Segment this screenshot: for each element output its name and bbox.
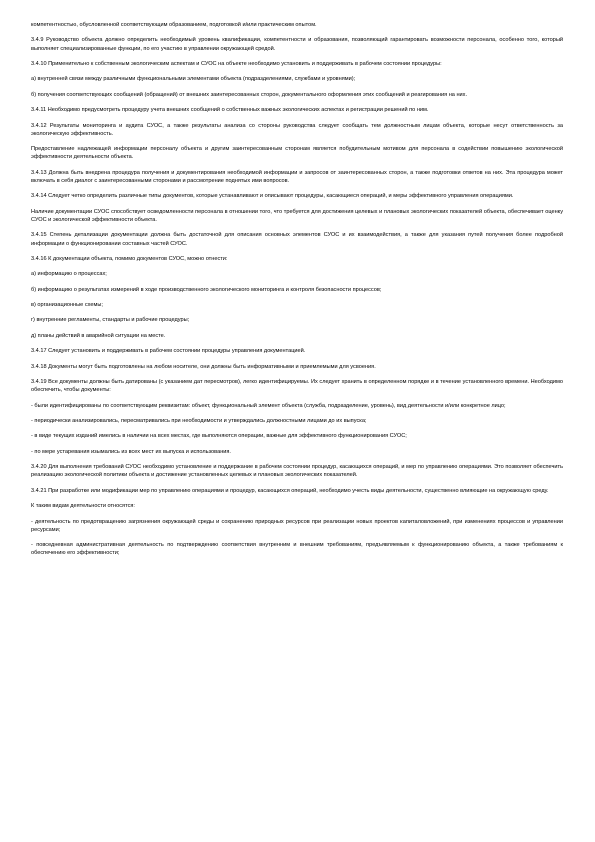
paragraph-3-4-18: 3.4.18 Документы могут быть подготовлены на любом носителе, они должны быть информативными и приемлемыми для усвоения.	[31, 363, 376, 370]
list-item-internal-regulations: г) внутренние регламенты, стандарты и рабочие процедуры;	[31, 317, 190, 324]
paragraph-3-4-11: 3.4.11 Необходимо предусмотреть процедуру учета внешних сообщений о собственных важных экологических аспектах и регистрации решений по ним.	[31, 107, 429, 114]
list-item-identified-documents: - были идентифицированы по соответствующим реквизитам: объект, функциональный элемент объекта (служба, подразделение, уровень), вид деятельности и/или конкретное лицо;	[31, 402, 506, 409]
paragraph-3-4-16: 3.4.16 К документации объекта, помимо документов СУОС, можно отнести:	[31, 255, 228, 262]
paragraph-activity-types-intro: К таким видам деятельности относятся:	[31, 503, 135, 510]
paragraph-3-4-17: 3.4.17 Следует установить и поддерживать в рабочем состоянии процедуры управления документацией.	[31, 348, 306, 355]
list-item-obsolete-removal: - по мере устаревания изымались из всех мест их выпуска и использования.	[31, 448, 231, 455]
document-body	[31, 21, 563, 565]
paragraph-documentation-purpose: Наличие документации СУОС способствует осведомленности персонала в отношении того, что требуется для достижения целевых и плановых экологических показателей объекта, обеспечивает оценку СУОС и экологической эффективности объекта.	[31, 208, 563, 223]
list-item-measurement-results: б) информацию о результатах измерений в ходе производственного экологического мониторинга и контроля безопасности процессов;	[31, 286, 382, 293]
list-item-internal-communication: а) внутренней связи между различными функциональными элементами объекта (подразделениями, службами и уровнями);	[31, 76, 356, 83]
paragraph-3-4-19: 3.4.19 Все документы должны быть датированы (с указанием дат пересмотров), легко идентифицируемы. Их следует хранить в определенном порядке и в течение установленного времени. Необходимо обеспечить, чтобы документы:	[31, 379, 563, 394]
list-item-current-editions: - в виде текущих изданий имелись в наличии на всех местах, где выполняются операции, важные для эффективного функционирования СУОС;	[31, 433, 407, 440]
list-item-emergency-plans: д) планы действий в аварийной ситуации на месте.	[31, 332, 166, 339]
list-item-organizational-charts: в) организационные схемы;	[31, 302, 103, 309]
paragraph-3-4-12: 3.4.12 Результаты мониторинга и аудита СУОС, а также результаты анализа со стороны руководства следует сообщать тем должностным лицам объекта, которые несут ответственность за экологическую эффективность.	[31, 122, 563, 137]
list-item-administrative-activity: - повседневная административная деятельность по подтверждению соответствия внутренним и внешним требованиям, предъявляемым к функционированию объекта, а также требованиям к обеспечению его эффективности;	[31, 542, 563, 557]
paragraph-competence-continuation: компетентностью, обусловленной соответствующим образованием, подготовкой и/или практическим опытом.	[31, 22, 317, 28]
paragraph-information-provision: Предоставление надлежащей информации персоналу объекта и другим заинтересованным сторонам является побудительным мотивом для персонала в содействии повышению экологической эффективности деятельности объекта.	[31, 146, 563, 161]
paragraph-3-4-20: 3.4.20 Для выполнения требований СУОС необходимо установление и поддержание в рабочем состоянии процедур, касающихся операций, и мер по управлению операциями. Это позволяет обеспечить реализацию экологической политики объекта и достижение установленных целевых и плановых экологических показателей.	[31, 464, 563, 479]
list-item-process-information: а) информацию о процессах;	[31, 271, 107, 278]
paragraph-3-4-9: 3.4.9 Руководство объекта должно определить необходимый уровень квалификации, компетентности и образования, позволяющий гарантировать возможности персонала, особенно того, который выполняет специализированные функции, по его участию в управлении окружающей средой.	[31, 37, 563, 52]
paragraph-3-4-10: 3.4.10 Применительно к собственным экологическим аспектам и СУОС на объекте необходимо установить и поддерживать в рабочем состоянии процедуры:	[31, 60, 442, 67]
list-item-pollution-prevention: - деятельность по предотвращению загрязнения окружающей среды и сохранению природных ресурсов при реализации новых проектов капиталовложений, при изменениях процессов и управлении ресурсами;	[31, 518, 563, 533]
list-item-reviewed-documents: - периодически анализировались, пересматривались при необходимости и утверждались должностными лицами до их выпуска;	[31, 418, 367, 425]
list-item-external-communication: б) получения соответствующих сообщений (обращений) от внешних заинтересованных сторон, документального оформления этих сообщений и реагирования на них.	[31, 91, 468, 98]
paragraph-3-4-21: 3.4.21 При разработке или модификации мер по управлению операциями и процедур, касающихся операций, необходимо учесть виды деятельности, существенно влияющие на окружающую среду.	[31, 487, 549, 494]
paragraph-3-4-14: 3.4.14 Следует четко определить различные типы документов, которые устанавливают и описывают процедуры, касающиеся операций, и меры эффективного управления операциями.	[31, 193, 514, 200]
paragraph-3-4-13: 3.4.13 Должна быть внедрена процедура получения и документирования необходимой информации и запросов от заинтересованных сторон, а также подготовки ответов на них. Эта процедура может включать в себя диалог с заинтересованными сторонами и рассмотрение поднятых ими вопросов.	[31, 169, 563, 184]
paragraph-3-4-15: 3.4.15 Степень детализации документации должна быть достаточной для описания основных элементов СУОС и их взаимодействия, а также для указания путей получения более подробной информации о функционировании составных частей СУОС.	[31, 232, 563, 247]
